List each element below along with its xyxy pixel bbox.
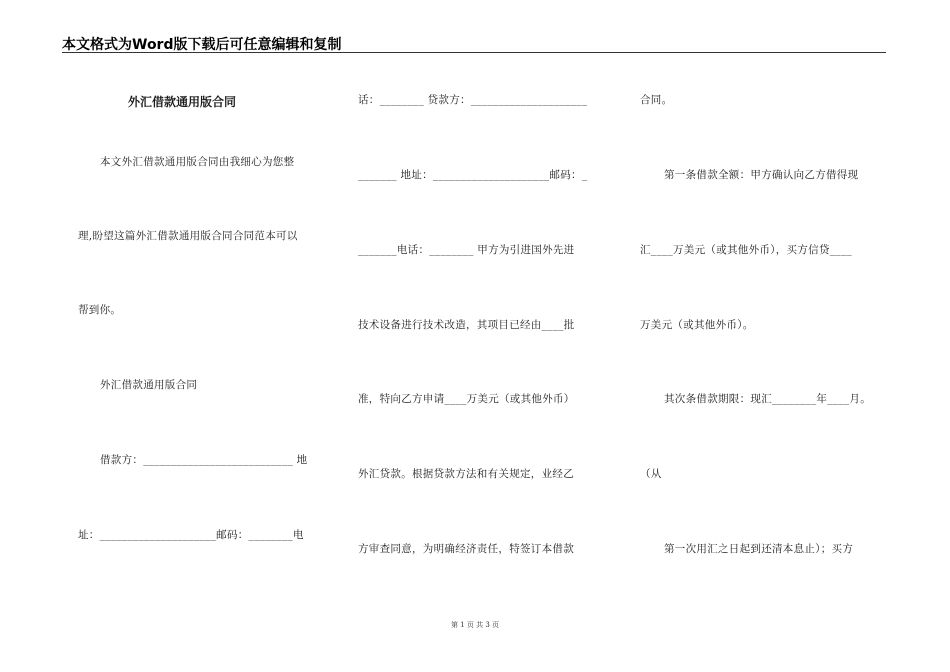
col2-line-4: 技术设备进行技术改造，其项目已经由____批 bbox=[358, 319, 575, 331]
col3-line-3: 汇____万美元（或其他外币），买方信贷____ bbox=[640, 244, 852, 256]
col3-line-2: 第一条借款全额：甲方确认向乙方借得现 bbox=[664, 169, 859, 181]
document-header: 本文格式为Word版下载后可任意编辑和复制 bbox=[62, 37, 342, 53]
col2-line-7: 方审查同意，为明确经济责任，特签订本借款 bbox=[358, 543, 574, 555]
col1-line-1: 本文外汇借款通用版合同由我细心为您整 bbox=[100, 156, 295, 168]
col3-line-7: 第一次用汇之日起到还清本息止）；买方 bbox=[664, 543, 854, 555]
col3-line-4: 万美元（或其他外币）。 bbox=[640, 319, 754, 331]
col3-line-5: 其次条借款期限：现汇________年____月。 bbox=[664, 393, 871, 405]
col1-line-2: 理,盼望这篇外汇借款通用版合同合同范本可以 bbox=[78, 230, 298, 242]
col3-line-1: 合同。 bbox=[640, 94, 673, 106]
page-number: 第 1 页 共 3 页 bbox=[450, 621, 500, 629]
col2-line-2: _______ 地址：_____________________邮码：_ bbox=[358, 169, 588, 181]
col2-line-6: 外汇贷款。根据贷款方法和有关规定，业经乙 bbox=[358, 468, 574, 480]
header-divider bbox=[62, 52, 886, 53]
col3-line-6: （从 bbox=[640, 468, 662, 480]
col2-line-5: 准，特向乙方申请____万美元（或其他外币） bbox=[358, 393, 575, 405]
col1-line-3: 帮到你。 bbox=[78, 304, 122, 316]
document-title: 外汇借款通用版合同 bbox=[128, 95, 237, 109]
col2-line-1: 话：________ 贷款方：_____________________ bbox=[358, 94, 588, 106]
col1-line-4: 外汇借款通用版合同 bbox=[100, 379, 198, 391]
col2-line-3: _______电话：________ 甲方为引进国外先进 bbox=[358, 244, 575, 256]
col1-line-6: 址：_____________________邮码：________电 bbox=[78, 529, 304, 541]
col1-line-5: 借款方：___________________________ 地 bbox=[100, 454, 308, 466]
